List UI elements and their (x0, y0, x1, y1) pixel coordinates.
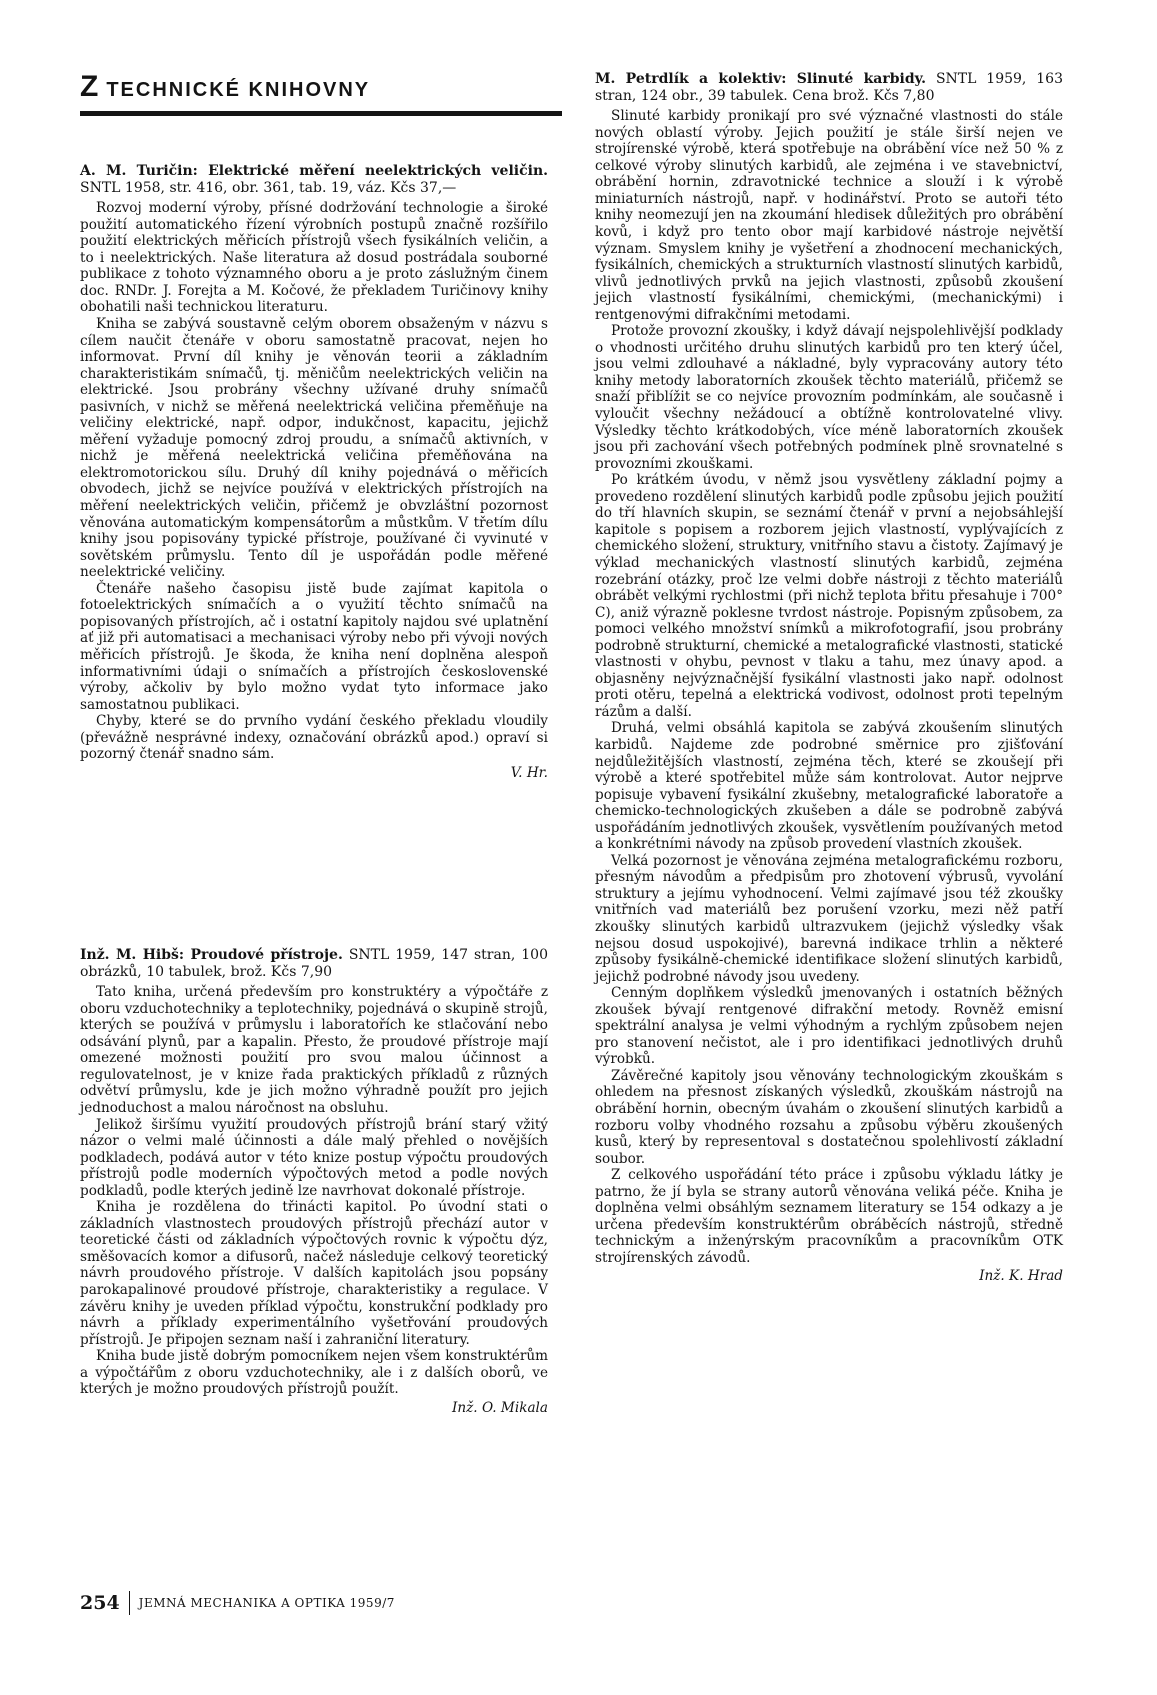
review-author-title: A. M. Turičin: Elektrické měření neelektrických veličin. (80, 163, 548, 179)
footer-divider (129, 1591, 130, 1615)
review-paragraph: Druhá, velmi obsáhlá kapitola se zabývá zkoušením slinutých karbidů. Najdeme zde podrobné směrnice pro zjišťování nejdůležitějších vlastností, zejména těch, které se zkoušejí při výrobě a které spotřebitel může sám kontrolovat. Autor nejprve popisuje vybavení fysikální zkušebny, metalografické laboratoře a chemicko-technologických zkušeben a dále se podrobně zabývá uspořádáním jednotlivých zkoušek, vysvětlením používaných metod a konkrétními návody na způsob provedení vlastních zkoušek. (595, 720, 1063, 853)
review-details: SNTL 1959, 163 stran, 124 obr., 39 tabulek. Cena brož. Kčs 7,80 (595, 71, 1063, 104)
review-header (595, 71, 1063, 104)
review-details: SNTL 1959, 147 stran, 100 obrázků, 10 tabulek, brož. Kčs 7,90 (80, 947, 548, 980)
review-paragraph: Jelikož širšímu využití proudových přístrojů brání starý vžitý názor o velmi malé účinnosti a dále malý přehled o novějších podkladech, podává autor v této knize postup výpočtu proudových přístrojů podle moderních výpočtových metod a podle nových podkladů, podle kterých jedině lze navrhovat dokonalé přístroje. (80, 1116, 548, 1199)
review-petrdlik (595, 71, 1063, 1285)
review-paragraph: Slinuté karbidy pronikají pro své význačné vlastnosti do stále nových oblastí výroby. Jejich použití je stále širší nejen ve strojírenské výrobě, která spotřebuje na obrábění více než 50 % z celkové výroby slinutých karbidů, ale zejména i ve stavebnictví, obrábění hornin, zdravotnické technice a slouží i k výrobě miniaturních nástrojů, např. v hodinářství. Proto se autoři této knihy neomezují jen na zkoumání hledisek důležitých pro obrábění kovů, i když pro tento obor mají karbidové nástroje největší význam. Smyslem knihy je vyšetření a zhodnocení mechanických, fysikálních, chemických a strukturních vlastností slinutých karbidů, vlivů jednotlivých prvků na jejich vlastnosti, způsobů zkoušení jejich vlastností fysikálními, chemickými, (mechanickými) i rentgenovými difrakčními metodami. (595, 108, 1063, 323)
review-paragraph: Tato kniha, určená především pro konstruktéry a výpočtáře z oboru vzduchotechniky a teplotechniky, pojednává o skupině strojů, kterých se používá v průmyslu i laboratořích ke stlačování nebo odsávání plynů, par a kapalin. Přesto, že proudové přístroje mají omezené možnosti použití pro svou malou účinnost a regulovatelnost, je v knize řada praktických příkladů z různých odvětví průmyslu, kde je jich možno výhradně použít pro jejich jednoduchost a malou náročnost na obsluhu. (80, 984, 548, 1117)
review-paragraph: Z celkového uspořádání této práce i způsobu výkladu látky je patrno, že jí byla se strany autorů věnována veliká péče. Kniha je doplněna velmi obsáhlým seznamem literatury se 154 odkazy a je určena především konstruktérům obráběcích nástrojů, středně technickým a inženýrským pracovníkům a pracovníkům OTK strojírenských závodů. (595, 1167, 1063, 1266)
page-number: 254 (80, 1592, 120, 1614)
review-details: SNTL 1958, str. 416, obr. 361, tab. 19, váz. Kčs 37,— (80, 179, 457, 196)
review-paragraph: Kniha se zabývá soustavně celým oborem obsaženým v názvu s cílem naučit čtenáře v oboru samostatně pracovat, nejen ho informovat. První díl knihy je věnován teorii a základním charakteristikám snímačů, tj. měničům neelektrických veličin na elektrické. Jsou probrány všechny užívané druhy snímačů pasivních, v nichž se měřená neelektrická veličina přeměňuje na veličiny elektrické, např. odpor, indukčnost, kapacitu, jejichž měření vyžaduje pomocný zdroj proudu, a snímačů aktivních, v nichž je měřená neelektrická veličina přeměňována na elektromotorickou sílu. Druhý díl knihy pojednává o měřicích obvodech, jichž se nejvíce používá v elektrických přístrojích na měření neelektrických veličin, přičemž je obvzláštní pozornost věnována automatickým kompensátorům a můstkům. V třetím dílu knihy jsou popisovány typické přístroje, používané či vyvinuté v sovětském průmyslu. Tento díl je uspořádán podle měřené neelektrické veličiny. (80, 316, 548, 581)
review-paragraph: Cenným doplňkem výsledků jmenovaných i ostatních běžných zkoušek bývají rentgenové difrakční metody. Rovněž emisní spektrální analysa je velmi výhodným a rychlým způsobem nejen pro stanovení nečistot, ale i pro identifikaci jednotlivých druhů výrobků. (595, 985, 1063, 1068)
section-title-initial: Z (80, 70, 101, 103)
review-paragraph: Kniha bude jistě dobrým pomocníkem nejen všem konstruktérům a výpočtářům z oboru vzduchotechniky, ale i z dalších oborů, ve kterých je možno proudových přístrojů použít. (80, 1348, 548, 1398)
review-signature: Inž. K. Hrad (979, 1268, 1063, 1285)
review-paragraph: Závěrečné kapitoly jsou věnovány technologickým zkouškám s ohledem na přesnost získaných výsledků, zkouškám nástrojů na obrábění hornin, obecným úvahám o zkoušení slinutých karbidů a rozboru volby vhodného rozsahu a způsobu výběru zkoušených kusů, který by representoval s dostatečnou spolehlivostí základní soubor. (595, 1067, 1063, 1167)
review-author-title: Inž. M. Hibš: Proudové přístroje. (80, 947, 343, 963)
journal-name: JEMNÁ MECHANIKA A OPTIKA 1959/7 (138, 1596, 395, 1610)
title-rule (80, 111, 562, 116)
review-turicin (80, 163, 548, 781)
review-paragraph: Po krátkém úvodu, v němž jsou vysvětleny základní pojmy a provedeno rozdělení slinutých karbidů podle způsobu jejich použití do tří hlavních skupin, se seznámí čtenář v první a nejobsáhlejší kapitole s popisem a rozborem jejich vlastností, vyplývajících z chemického složení, struktury, vnitřního stavu a čistoty. Zajímavý je výklad mechanických vlastností slinutých karbidů, zejména rozebrání otázky, proč lze velmi dobře nástroji z těchto materiálů obrábět velkými rychlostmi (při nichž teplota břitu přesahuje i 700° C), aniž výrazně poklesne tvrdost nástroje. Popisným způsobem, za pomoci velkého množství snímků a mikrofotografií, jsou probrány podrobně strukturní, chemické a metalografické vlastnosti, statické vlastnosti v ohybu, pevnost v tlaku a tahu, mez únavy apod. a objasněny nejvýznačnější fysikální vlastnosti jako např. odolnost proti otěru, tepelná a elektrická vodivost, odolnost proti tepelným rázům a další. (595, 472, 1063, 720)
review-signature: V. Hr. (510, 764, 548, 781)
review-hibs (80, 947, 548, 1416)
review-paragraph: Čtenáře našeho časopisu jistě bude zajímat kapitola o fotoelektrických snímačích a o využití těchto snímačů na popisovaných přístrojích, ač i ostatní kapitoly najdou své uplatnění ať již při automatisaci a mechanisaci výroby nebo při vývoji nových měřicích přístrojů. Je škoda, že kniha není doplněna alespoň informativními údaji o snímačích a přístrojích československé výroby, ačkoliv by bylo možno vydat tyto informace jako samostatnou publikaci. (80, 580, 548, 713)
review-paragraph: Chyby, které se do prvního vydání českého překladu vloudily (převážně nesprávné indexy, označování obrázků apod.) opraví si pozorný čtenář snadno sám. (80, 713, 548, 763)
review-header (80, 947, 548, 980)
review-paragraph: Kniha je rozdělena do třinácti kapitol. Po úvodní stati o základních vlastnostech proudových přístrojů přechází autor v teoretické části od základních výpočtových rovnic k výpočtu dýz, směšovacích komor a difusorů, načež následuje celkový teoretický návrh proudového přístroje. V dalších kapitolách jsou popsány parokapalinové proudové přístroje, charakteristiky a regulace. V závěru knihy je uveden příklad výpočtu, konstrukční podklady pro návrh a příklady experimentálního vyšetřování proudových přístrojů. Je připojen seznam naší i zahraniční literatury. (80, 1199, 548, 1348)
section-title-text: TECHNICKÉ KNIHOVNY (106, 79, 371, 101)
review-paragraph: Rozvoj moderní výroby, přísné dodržování technologie a široké použití automatického řízení výrobních postupů značně rozšířilo použití elektrických měřicích přístrojů všech fysikálních veličin, a to i neelektrických. Naše literatura až dosud postrádala souborné publikace z tohoto významného oboru a je proto záslužným činem doc. RNDr. J. Forejta a M. Kočové, že překladem Turičinovy knihy obohatili naši technickou literaturu. (80, 200, 548, 316)
review-author-title: M. Petrdlík a kolektiv: Slinuté karbidy. (595, 71, 927, 87)
section-title (80, 70, 370, 104)
review-paragraph: Velká pozornost je věnována zejména metalografickému rozboru, přesným návodům a předpisům pro zhotovení výbrusů, vyvolání struktury a jejímu vyhodnocení. Velmi zajímavé jsou též zkoušky vnitřních vad materiálů bez porušení vzorku, mezi něž patří zkoušky slinutých karbidů ultrazvukem (jejichž výsledky však nejsou dosud uspokojivé), barevná indikace trhlin a některé způsoby fysikálně-chemické identifikace složení slinutých karbidů, jejichž podrobné návody jsou uvedeny. (595, 852, 1063, 985)
review-paragraph: Protože provozní zkoušky, i když dávají nejspolehlivější podklady o vhodnosti určitého druhu slinutých karbidů pro ten který účel, jsou velmi zdlouhavé a nákladné, byly vypracovány autory této knihy metody laboratorních zkoušek těchto materiálů, přičemž se snaží přiblížit se co nejvíce provozním podmínkám, ale současně i vyloučit všechny nežádoucí a obtížně kontrolovatelné vlivy. Výsledky těchto krátkodobých, více méně laboratorních zkoušek jsou při zachování všech potřebných podmínek plně srovnatelné s provozními zkouškami. (595, 323, 1063, 472)
review-signature: Inž. O. Mikala (452, 1399, 548, 1416)
page-footer (80, 1591, 395, 1615)
review-header (80, 163, 548, 196)
